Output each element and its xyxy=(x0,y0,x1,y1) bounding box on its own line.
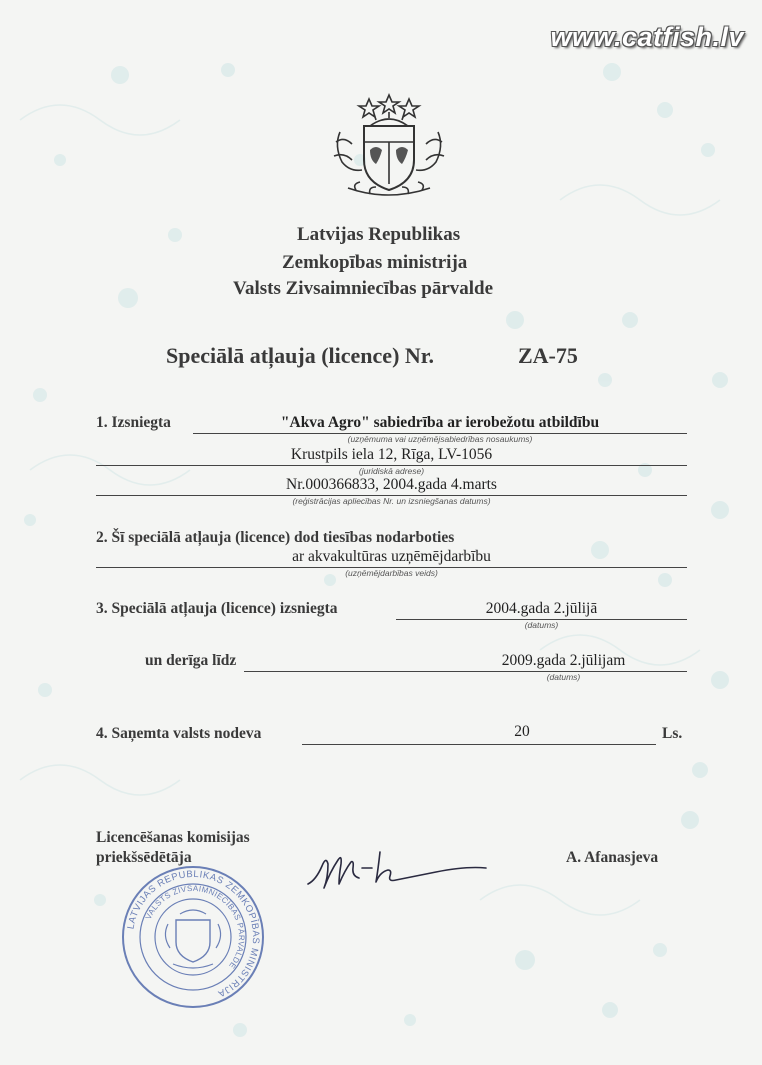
svg-text:VALSTS ZIVSAIMNIECĪBAS PĀRVALD xyxy=(144,884,246,970)
issued-date-label: 3. Speciālā atļauja (licence) izsniegta xyxy=(96,600,338,617)
rights-label: 2. Šī speciālā atļauja (licence) dod tiesības nodarboties xyxy=(96,529,455,546)
registration-caption: (reģistrācijas apliecības Nr. un izsniegšanas datums) xyxy=(292,496,491,506)
registration-info: Nr.000366833, 2004.gada 4.marts xyxy=(286,476,497,493)
valid-until-label: un derīga līdz xyxy=(145,652,237,669)
issued-date: 2004.gada 2.jūlijā xyxy=(485,600,598,617)
fee-label: 4. Saņemta valsts nodeva xyxy=(96,725,262,742)
activity-caption: (uzņēmējdarbības veids) xyxy=(345,568,438,578)
valid-until-date: 2009.gada 2.jūlijam xyxy=(501,652,626,669)
header-ministry: Zemkopības ministrija xyxy=(282,252,468,273)
address-caption: (juridiskā adrese) xyxy=(358,466,425,476)
company-name: "Akva Agro" sabiedrība ar ierobežotu atbildību xyxy=(280,414,600,431)
company-caption: (uzņēmuma vai uzņēmējsabiedrības nosaukums) xyxy=(347,434,533,444)
signatory-role-line1: Licencēšanas komisijas xyxy=(96,829,250,846)
license-title: Speciālā atļauja (licence) Nr. xyxy=(166,343,435,368)
license-number: ZA-75 xyxy=(518,343,578,368)
header-agency: Valsts Zivsaimniecības pārvalde xyxy=(233,278,494,299)
watermark-url: www.catfish.lv xyxy=(550,22,744,52)
business-activity: ar akvakultūras uzņēmējdarbību xyxy=(292,548,491,565)
fee-currency: Ls. xyxy=(662,725,683,742)
fee-amount: 20 xyxy=(514,723,530,740)
valid-until-caption: (datums) xyxy=(546,672,581,682)
fee-line xyxy=(302,744,656,745)
coat-of-arms-emblem xyxy=(326,92,452,204)
signatory-name: A. Afanasjeva xyxy=(566,849,659,866)
stamp-outer-text: LATVIJAS REPUBLIKAS ZEMKOPĪBAS MINISTRIJA xyxy=(125,868,262,1000)
issued-to-label: 1. Izsniegta xyxy=(96,414,171,431)
handwritten-signature xyxy=(300,838,490,898)
legal-address: Krustpils iela 12, Rīga, LV-1056 xyxy=(290,446,493,463)
issued-date-caption: (datums) xyxy=(524,620,559,630)
official-stamp-seal xyxy=(118,862,268,1012)
signatory-role-line2: priekšsēdētāja xyxy=(96,849,192,866)
stamp-inner-text: VALSTS ZIVSAIMNIECĪBAS PĀRVALDE xyxy=(143,883,247,971)
header-country: Latvijas Republikas xyxy=(297,224,461,245)
